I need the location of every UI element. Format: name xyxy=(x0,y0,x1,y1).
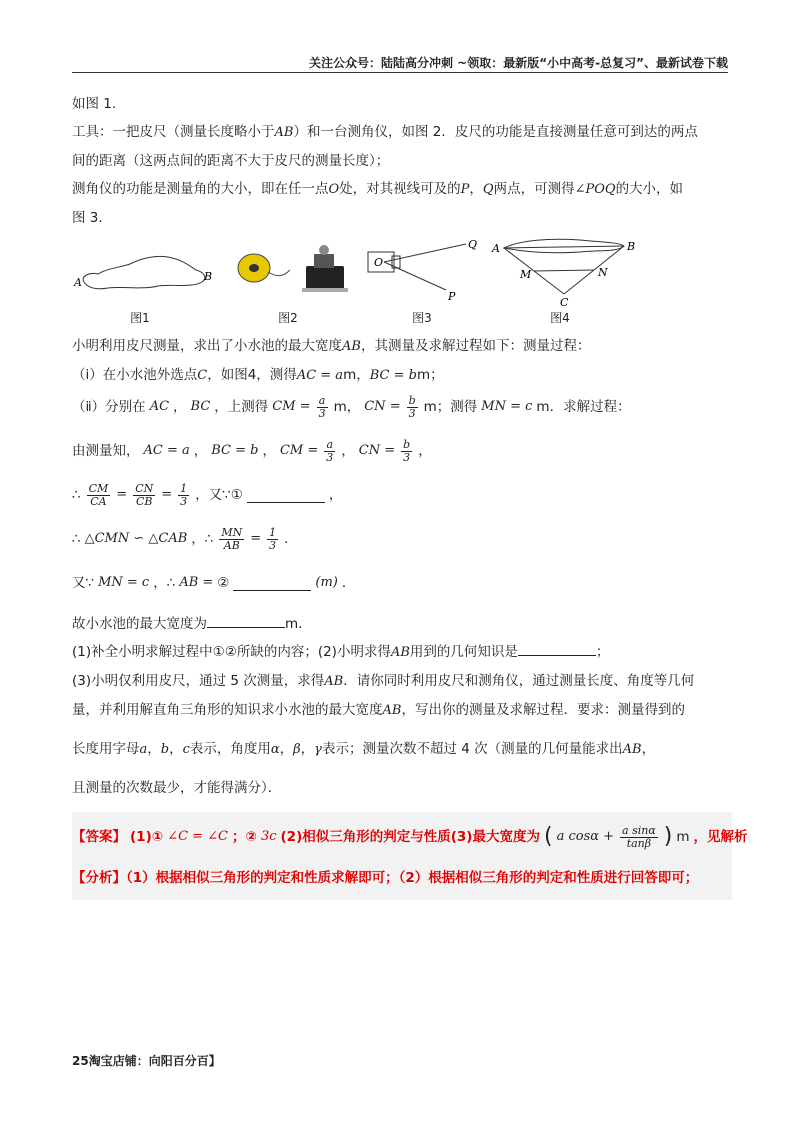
question-line-5: 且测量的次数最少，才能得满分）． xyxy=(72,780,282,796)
text: ，∴ xyxy=(191,531,214,547)
numerator: a xyxy=(324,439,335,452)
text: ．请你同时利用皮尺和测角仪，通过测量长度、角度等几何 xyxy=(343,673,695,689)
solve-line-1 xyxy=(72,434,732,468)
numerator: CN xyxy=(135,481,154,495)
math-ab: AB xyxy=(382,703,402,718)
math-beta: β xyxy=(293,742,301,757)
fraction-b-over-3 xyxy=(401,439,412,464)
text: ， xyxy=(341,443,355,459)
text: 故小水池的最大宽度为 xyxy=(72,616,207,632)
blank-3[interactable] xyxy=(207,613,285,628)
label-a: A xyxy=(74,276,82,289)
text: ② xyxy=(217,575,230,591)
figure-1-caption: 图1 xyxy=(130,311,150,325)
blank-2[interactable] xyxy=(233,576,311,591)
text: ，∴ xyxy=(153,575,176,591)
text: 小明利用皮尺测量，求出了小水池的最大宽度 xyxy=(72,338,342,354)
solve-line-4 xyxy=(72,566,732,600)
figure-1 xyxy=(72,238,222,308)
pond-outline-figure xyxy=(72,238,222,298)
math-gamma: γ xyxy=(314,742,322,757)
question-line-1 xyxy=(72,638,732,667)
solve-line-2 xyxy=(72,478,732,512)
analysis-line xyxy=(72,864,732,892)
label-m: M xyxy=(520,268,532,281)
label-q: Q xyxy=(468,238,478,251)
text: ． xyxy=(341,575,356,591)
answer-line xyxy=(72,820,748,854)
denominator: 3 xyxy=(269,538,277,552)
math-c: C xyxy=(197,368,208,383)
denominator: 3 xyxy=(318,406,326,420)
text: ， xyxy=(418,443,432,459)
text: ， xyxy=(279,741,294,757)
text: m； xyxy=(416,367,444,383)
denominator: 3 xyxy=(408,406,416,420)
label-b: B xyxy=(204,270,213,283)
figure-2-caption: 图2 xyxy=(278,311,298,325)
fraction-1-over-3 xyxy=(267,527,278,552)
denominator: CA xyxy=(90,494,107,508)
equals: = xyxy=(161,487,173,502)
denominator: 3 xyxy=(326,450,334,464)
text: ，写出你的测量及求解过程．要求：测量得到的 xyxy=(401,702,685,718)
math-bc: BC xyxy=(190,399,211,414)
text: (1)① xyxy=(130,829,164,845)
process-line-3 xyxy=(72,390,732,424)
math-cm: CM = xyxy=(272,399,311,414)
text: ， xyxy=(147,741,161,757)
intro-line-4 xyxy=(72,175,732,204)
math-ab: AB xyxy=(274,125,294,140)
intro-line-3: 间的距离（这两点间的距离不大于皮尺的测量长度）； xyxy=(72,153,390,169)
math-b: b xyxy=(160,742,170,757)
angle-figure xyxy=(362,238,482,308)
numerator: 1 xyxy=(269,525,277,539)
equals: = xyxy=(250,531,262,546)
solve-line-3 xyxy=(72,522,732,556)
math-alpha: α xyxy=(270,742,280,757)
text: m；测得 xyxy=(423,399,478,415)
solve-line-5 xyxy=(72,610,732,638)
text: 的大小，如 xyxy=(615,181,684,197)
text: ，其测量及求解过程如下：测量过程： xyxy=(360,338,591,354)
text: ，又∵① xyxy=(195,487,243,503)
math-cn: CN = xyxy=(358,443,396,458)
text: (2)相似三角形的判定与性质(3)最大宽度为 xyxy=(280,829,540,845)
text: ；② xyxy=(232,829,257,845)
question-line-2 xyxy=(72,667,732,696)
fraction-cm-over-ca xyxy=(87,483,111,508)
text: m， xyxy=(333,399,361,415)
label-b: B xyxy=(627,240,636,253)
process-line-2 xyxy=(72,361,732,390)
text: ， xyxy=(173,399,187,415)
math-cm: CM = xyxy=(279,443,319,458)
answer-tag: 【答案】 xyxy=(72,829,126,845)
process-line-1 xyxy=(72,332,732,361)
text: (1)补全小明求解过程中①②所缺的内容；(2)小明求得 xyxy=(72,644,391,660)
label-c: C xyxy=(560,296,569,308)
analysis-tag: 【分析】 xyxy=(72,870,126,886)
text: ， xyxy=(262,443,276,459)
math-ab: AB = xyxy=(179,575,214,590)
numerator: a xyxy=(317,395,328,408)
math-bc: BC = b xyxy=(369,368,417,383)
math-3c: 3c xyxy=(260,829,277,844)
text: 测角仪的功能是测量角的大小，即在任一点 xyxy=(72,181,329,197)
answer-box xyxy=(72,812,748,900)
triangle-figure xyxy=(490,238,640,308)
question-line-3 xyxy=(72,696,732,725)
open-paren: ( xyxy=(543,824,553,849)
unit-m: (m) xyxy=(315,575,338,590)
numerator: 1 xyxy=(180,481,188,495)
text: m， xyxy=(343,367,370,383)
blank-4[interactable] xyxy=(518,641,596,656)
math-acos: a cosα + xyxy=(556,829,615,844)
fraction-b-over-3 xyxy=(407,395,418,420)
math-angle-c: ∠C = ∠C xyxy=(167,829,229,844)
text: 两点，可测得 xyxy=(493,181,575,197)
text: ， xyxy=(469,181,483,197)
text: ， xyxy=(193,443,208,459)
text: ， xyxy=(169,741,183,757)
text: ）和一台测角仪，如图 2．皮尺的功能是直接测量任意可到达的两点 xyxy=(293,124,698,140)
numerator: a sinα xyxy=(622,823,656,837)
fraction-cn-over-cb xyxy=(133,483,155,508)
numerator: b xyxy=(408,393,416,407)
denominator: CB xyxy=(135,494,153,508)
text: 用到的几何知识是 xyxy=(409,644,518,660)
text: 又∵ xyxy=(72,575,95,591)
math-o: O xyxy=(328,182,340,197)
tools-figure xyxy=(232,238,362,298)
figure-row xyxy=(72,238,732,328)
fraction-a-over-3 xyxy=(317,395,328,420)
label-p: P xyxy=(448,290,456,303)
page-footer: 25淘宝店铺：向阳百分百】 xyxy=(72,1054,221,1068)
header-rule xyxy=(72,72,728,73)
text: m． xyxy=(285,616,312,632)
math-c: c xyxy=(182,742,190,757)
text: （ⅱ）分别在 xyxy=(72,399,146,415)
denominator: 3 xyxy=(403,450,411,464)
text: （ⅰ）在小水池外选点 xyxy=(72,367,198,383)
math-p: P xyxy=(460,182,470,197)
therefore-symbol: ∴ xyxy=(72,487,81,503)
text: ． xyxy=(284,531,298,547)
equals: = xyxy=(116,487,128,502)
intro-line-1: 如图 1. xyxy=(72,96,117,112)
math-bc: BC = b xyxy=(211,443,259,458)
fraction-a-over-3 xyxy=(324,439,335,464)
text: (3)小明仅利用皮尺，通过 5 次测量，求得 xyxy=(72,673,325,689)
intro-line-5: 图 3． xyxy=(72,210,112,226)
text: 表示；测量次数不超过 4 次（测量的几何量能求出 xyxy=(321,741,623,757)
fraction-1-over-3 xyxy=(178,483,189,508)
math-ac: AC = a xyxy=(296,368,344,383)
fraction-asin-over-tan xyxy=(620,825,658,850)
math-ab: AB xyxy=(324,674,344,689)
text: 由测量知， xyxy=(72,443,140,459)
label-n: N xyxy=(598,266,608,279)
numerator: b xyxy=(403,437,411,451)
denominator: AB xyxy=(223,538,240,552)
blank-1[interactable] xyxy=(247,488,325,503)
label-o: O xyxy=(374,256,384,269)
math-ac: AC = a xyxy=(143,443,190,458)
denominator: tanβ xyxy=(626,836,652,850)
math-ab: AB xyxy=(390,645,410,660)
numerator: MN xyxy=(221,525,243,539)
math-ab: AB xyxy=(342,339,361,354)
text: ，见解析 xyxy=(693,829,748,845)
math-q: Q xyxy=(482,182,494,197)
text: ， xyxy=(641,741,656,757)
label-a: A xyxy=(492,242,500,255)
text: ，上测得 xyxy=(214,399,269,415)
figure-2 xyxy=(232,238,362,308)
therefore-symbol: ∴ xyxy=(72,531,81,547)
text: ，如图4，测得 xyxy=(207,367,297,383)
figure-4-caption: 图4 xyxy=(550,311,570,325)
text: 工具：一把皮尺（测量长度略小于 xyxy=(72,124,275,140)
text: 处，对其视线可及的 xyxy=(339,181,461,197)
question-line-4 xyxy=(72,735,732,764)
page-body xyxy=(72,90,748,900)
intro-line-2 xyxy=(72,118,732,147)
math-a: a xyxy=(139,742,148,757)
text: 表示，角度用 xyxy=(189,741,271,757)
page-header: 关注公众号：陆陆高分冲刺 ~领取：最新版“小中高考-总复习”、最新试卷下载 xyxy=(309,56,728,70)
text: 量，并利用解直角三角形的知识求小水池的最大宽度 xyxy=(72,702,383,718)
text: ， xyxy=(300,741,315,757)
numerator: CM xyxy=(88,481,109,495)
math-ab: AB xyxy=(622,742,642,757)
analysis-text: （1）根据相似三角形的判定和性质求解即可；（2）根据相似三角形的判定和性质进行回答即可； xyxy=(126,870,699,886)
text: 长度用字母 xyxy=(72,741,140,757)
math-cn: CN = xyxy=(364,399,401,414)
unit-m: m xyxy=(676,829,690,845)
math-angle-poq: ∠POQ xyxy=(574,182,616,197)
text: m．求解过程： xyxy=(536,399,631,415)
math-mn: MN = c xyxy=(481,399,533,414)
math-ac: AC xyxy=(149,399,170,414)
fraction-mn-over-ab xyxy=(219,527,244,552)
figure-3-caption: 图3 xyxy=(412,311,432,325)
text: ， xyxy=(328,487,343,503)
text: ； xyxy=(595,644,610,660)
close-paren: ) xyxy=(663,824,673,849)
math-mn: MN = c xyxy=(98,575,150,590)
math-similar-triangles: △CMN ∽ △CAB xyxy=(84,531,188,546)
denominator: 3 xyxy=(180,494,188,508)
